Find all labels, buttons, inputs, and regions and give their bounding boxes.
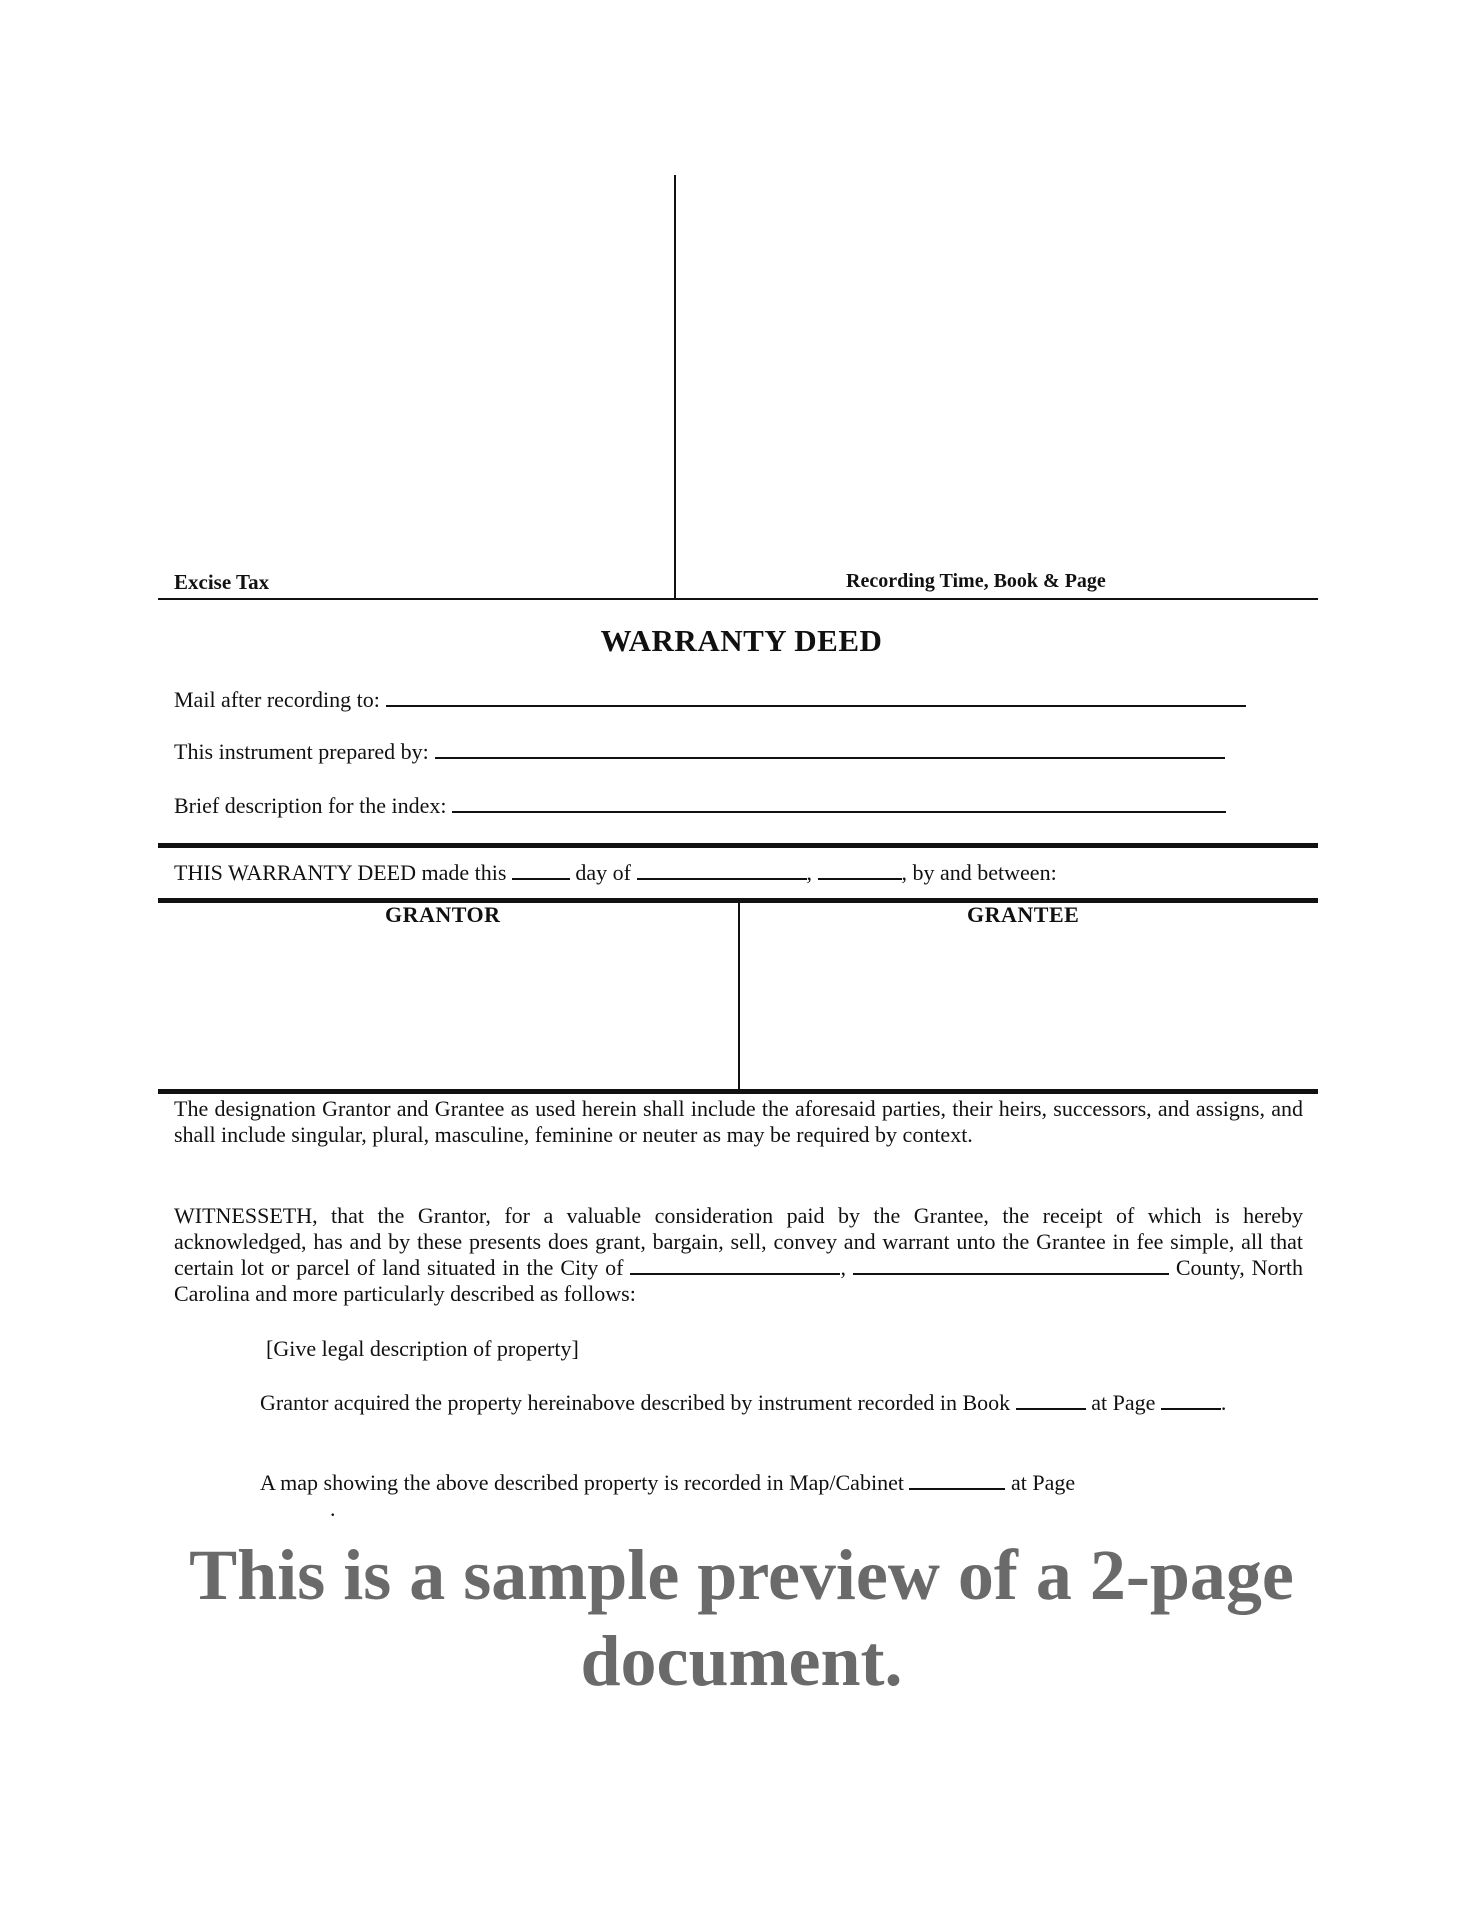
brief-description-blank[interactable]: [452, 791, 1226, 813]
legal-description-placeholder: [Give legal description of property]: [266, 1336, 579, 1361]
acquired-text: Grantor acquired the property hereinabove described by instrument recorded in Book: [260, 1390, 1011, 1415]
watermark-line-2: document.: [580, 1621, 903, 1701]
header-divider: [674, 175, 676, 600]
rule-below-parties: [158, 1089, 1318, 1094]
mail-after-label: Mail after recording to:: [174, 687, 380, 712]
map-at-page-text: at Page: [1010, 1470, 1076, 1495]
parties-divider: [738, 903, 740, 1090]
made-line: [174, 860, 1057, 886]
grantor-heading: GRANTOR: [385, 902, 501, 927]
prepared-by-blank[interactable]: [435, 737, 1225, 759]
witnesseth-comma: ,: [840, 1255, 846, 1280]
made-line-text-4: , by and between:: [901, 860, 1057, 885]
map-text: A map showing the above described property is recorded in Map/Cabinet: [260, 1470, 904, 1495]
grantee-heading: GRANTEE: [967, 902, 1080, 927]
made-line-comma: ,: [806, 860, 813, 885]
page-blank[interactable]: [1161, 1390, 1221, 1410]
designation-paragraph: The designation Grantor and Grantee as used herein shall include the aforesaid parties, their heirs, successors, and assigns, and shall include singular, plural, masculine, feminine or neuter as may be required by context.: [174, 1096, 1303, 1147]
excise-tax-label: Excise Tax: [174, 570, 270, 594]
made-line-text-2: day of: [575, 860, 632, 885]
rule-above-made: [158, 843, 1318, 848]
witnesseth-end-text: County, North Carolina and more particularly described as follows:: [174, 1255, 1303, 1306]
acquired-paragraph: [260, 1390, 1303, 1416]
brief-description-row: [174, 791, 1226, 819]
prepared-by-label: This instrument prepared by:: [174, 739, 429, 764]
year-blank[interactable]: [818, 860, 902, 880]
month-blank[interactable]: [637, 860, 807, 880]
brief-description-label: Brief description for the index:: [174, 793, 447, 818]
watermark-line-1: This is a sample preview of a 2-page: [189, 1535, 1294, 1615]
mail-after-row: [174, 685, 1246, 713]
map-end: .: [330, 1496, 336, 1521]
sample-preview-watermark: [0, 1532, 1483, 1704]
prepared-by-row: [174, 737, 1225, 765]
day-blank[interactable]: [512, 860, 570, 880]
map-paragraph: [260, 1470, 1303, 1522]
book-blank[interactable]: [1016, 1390, 1086, 1410]
county-blank[interactable]: [853, 1255, 1169, 1275]
map-cabinet-blank[interactable]: [909, 1470, 1005, 1490]
mail-after-blank[interactable]: [386, 685, 1246, 707]
acquired-page-text: Page: [1112, 1390, 1156, 1415]
city-blank[interactable]: [630, 1255, 840, 1275]
header-rule: [158, 598, 1318, 600]
acquired-at-text: at: [1091, 1390, 1108, 1415]
acquired-end: .: [1220, 1390, 1227, 1415]
witnesseth-paragraph: [174, 1203, 1303, 1307]
witnesseth-text: WITNESSETH, that the Grantor, for a valuable consideration paid by the Grantee, the receipt of which is hereby acknowledged, has and by these presents does grant, bargain, sell, convey and warrant unto the Grantee in fee simple, all that certain lot or parcel of land situated in the City of: [174, 1203, 1303, 1280]
made-line-text-1: THIS WARRANTY DEED made this: [174, 860, 507, 885]
document-title: WARRANTY DEED: [600, 623, 883, 658]
recording-label: Recording Time, Book & Page: [846, 570, 1106, 592]
